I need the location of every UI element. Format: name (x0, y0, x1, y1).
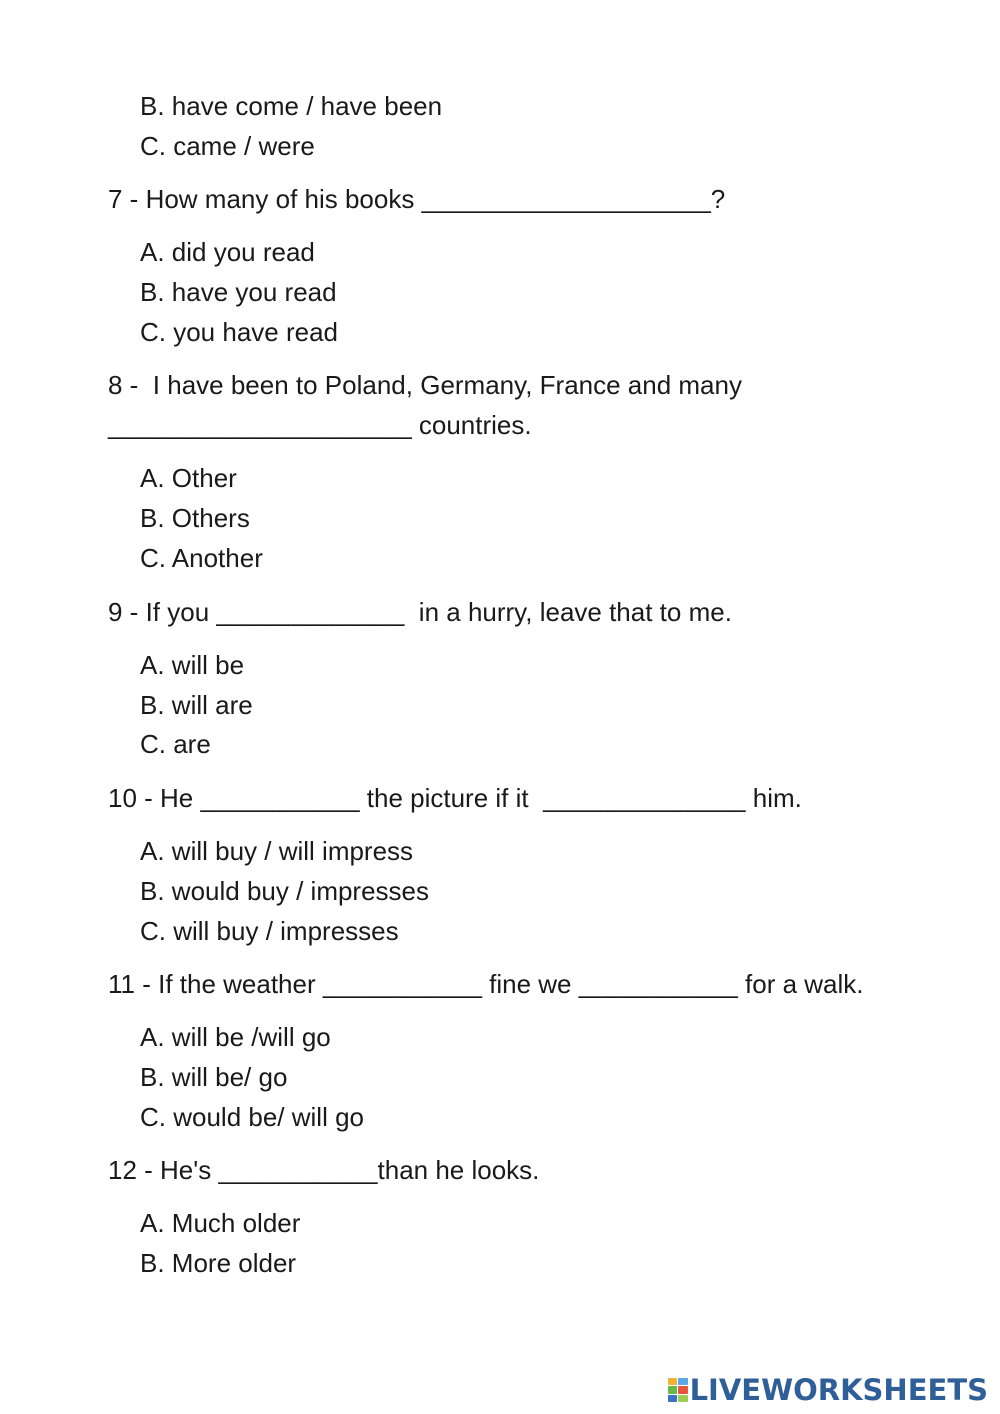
q7-option-b: B. have you read (140, 277, 337, 307)
q11-question: 11 - If the weather ___________ fine we ___________ for a walk. (108, 969, 864, 999)
q11-option-b: B. will be/ go (140, 1062, 288, 1092)
liveworksheets-logo (668, 1370, 988, 1410)
q6-option-b: B. have come / have been (140, 91, 443, 121)
q8-option-b: B. Others (140, 503, 250, 533)
q9-option-b: B. will are (140, 690, 253, 720)
q11-option-c: C. would be/ will go (140, 1102, 364, 1132)
q12-question: 12 - He's ___________than he looks. (108, 1155, 540, 1185)
q8-option-a: A. Other (140, 463, 237, 493)
q7-option-a: A. did you read (140, 237, 315, 267)
q7-question: 7 - How many of his books ____________________? (108, 184, 726, 214)
q10-option-b: B. would buy / impresses (140, 876, 430, 906)
logo-text: LIVEWORKSHEETS (689, 1373, 988, 1407)
q10-option-a: A. will buy / will impress (140, 836, 414, 866)
q12-option-a: A. Much older (140, 1208, 301, 1238)
q7-option-c: C. you have read (140, 317, 339, 347)
logo-grid-icon (668, 1378, 688, 1402)
q11-option-a: A. will be /will go (140, 1022, 331, 1052)
q8-question-line2: _____________________ countries. (108, 410, 532, 440)
q9-option-a: A. will be (140, 650, 245, 680)
q10-question: 10 - He ___________ the picture if it ______________ him. (108, 783, 802, 813)
q10-option-c: C. will buy / impresses (140, 916, 399, 946)
q8-option-c: C. Another (140, 543, 263, 573)
q8-question-line1: 8 - I have been to Poland, Germany, France and many (108, 370, 742, 400)
q6-option-c: C. came / were (140, 131, 315, 161)
q9-question: 9 - If you _____________ in a hurry, leave that to me. (108, 597, 732, 627)
q12-option-b: B. More older (140, 1248, 297, 1278)
q9-option-c: C. are (140, 729, 211, 759)
